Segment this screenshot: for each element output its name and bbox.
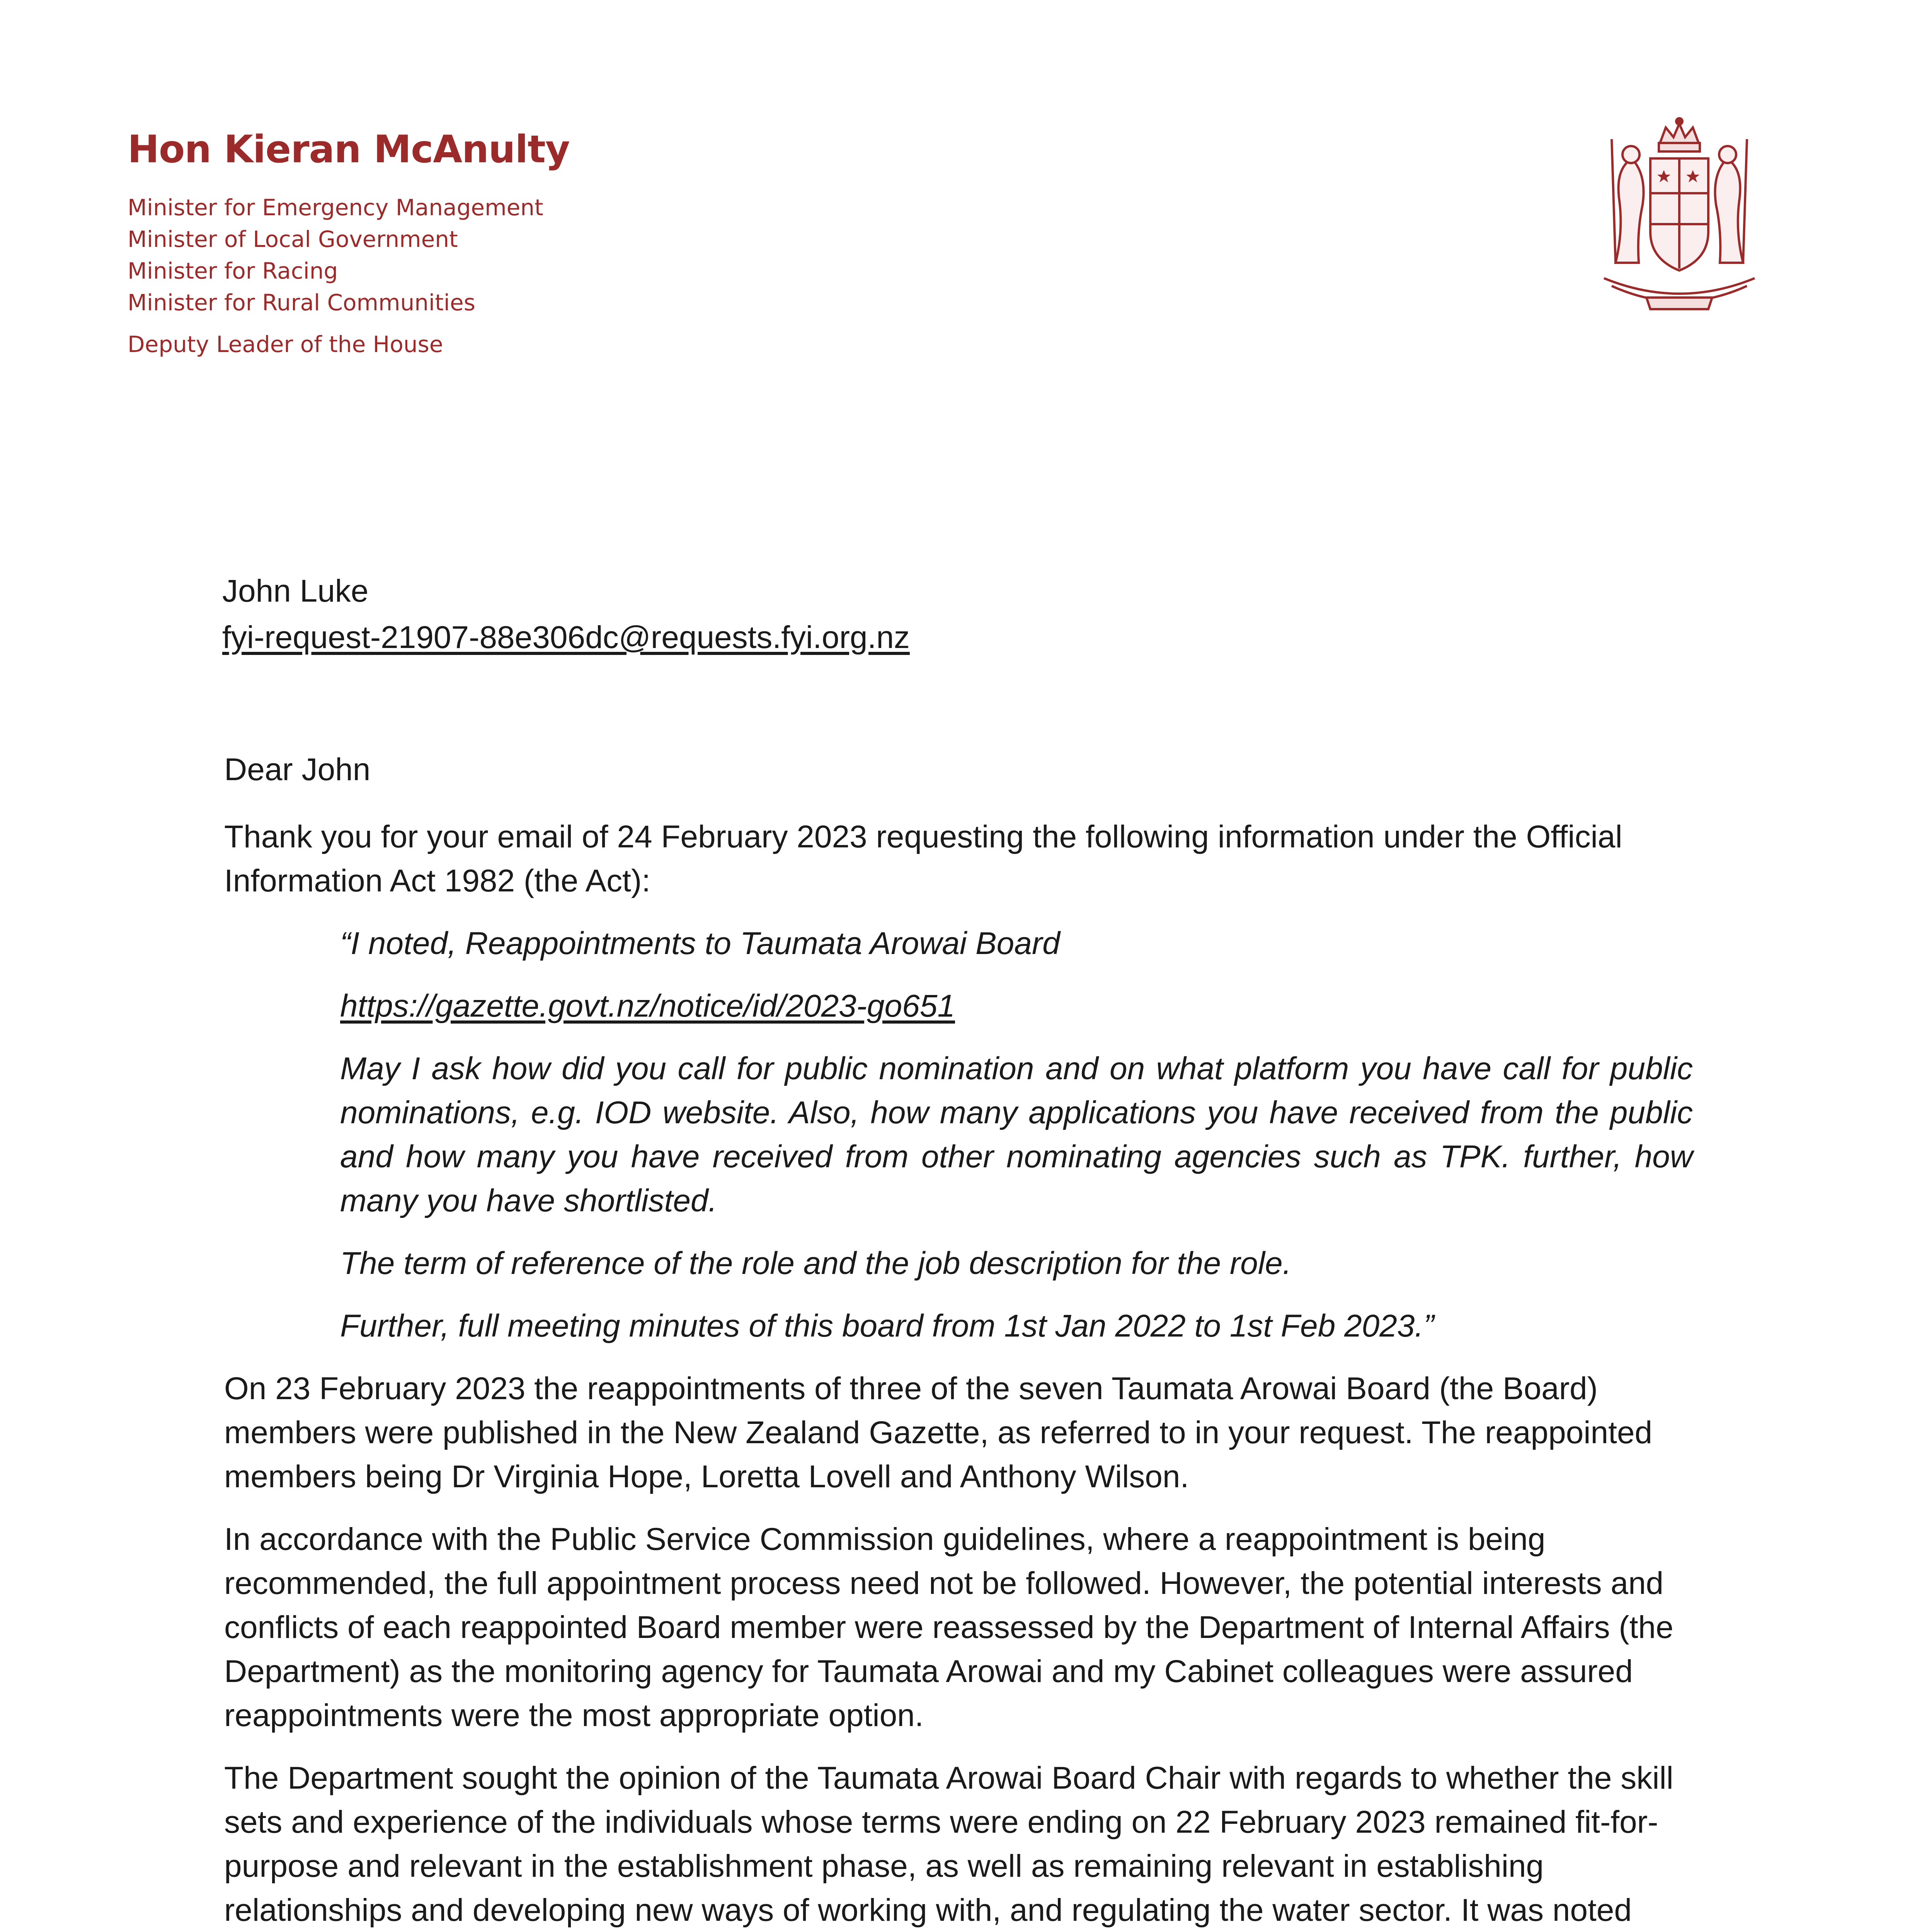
paragraph-guidelines: In accordance with the Public Service Commission guidelines, where a reappointment is being recommended, the full appointment process need not be followed. However, the potential interests and conflicts of each reappointed Board member were reassessed by the Department of Internal Affairs (the Department) as the monitoring agency for Taumata Arowai and my Cabinet colleagues were assured reappointments were the most appropriate option. <box>224 1522 1674 1733</box>
portfolio-emergency-management: Minister for Emergency Management <box>128 194 543 221</box>
recipient-block <box>222 568 910 661</box>
quote-paragraph-3: Further, full meeting minutes of this board from 1st Jan 2022 to 1st Feb 2023.” <box>340 1308 1434 1344</box>
quote-paragraph-2: The term of reference of the role and the job description for the role. <box>340 1246 1292 1281</box>
minister-name: Hon Kieran McAnulty <box>128 128 570 172</box>
paragraph-reappointments: On 23 February 2023 the reappointments of three of the seven Taumata Arowai Board (the Board) members were published in the New Zealand Gazette, as referred to in your request. The reappointed members being Dr Virginia Hope, Loretta Lovell and Anthony Wilson. <box>224 1371 1653 1494</box>
salutation: Dear John <box>224 752 371 787</box>
deputy-leader-title: Deputy Leader of the House <box>128 331 443 357</box>
letter-body <box>224 748 1693 1932</box>
portfolio-rural-communities: Minister for Rural Communities <box>128 289 475 316</box>
coat-of-arms-icon <box>1569 116 1789 325</box>
quote-paragraph-1: May I ask how did you call for public nomination and on what platform you have call for public nominations, e.g. IOD website. Also, how many applications you have received from the public and how many you have received from other nominating agencies such as TPK. further, how many you have shortlisted. <box>340 1051 1693 1218</box>
portfolio-local-government: Minister of Local Government <box>128 226 458 252</box>
intro-paragraph: Thank you for your email of 24 February 2023 requesting the following information under the Official Information Act 1982 (the Act): <box>224 819 1622 898</box>
quote-line-1: “I noted, Reappointments to Taumata Arowai Board <box>340 926 1060 961</box>
letterhead <box>128 128 570 360</box>
recipient-email-link[interactable]: fyi-request-21907-88e306dc@requests.fyi.org.nz <box>222 620 910 655</box>
paragraph-department-opinion: The Department sought the opinion of the Taumata Arowai Board Chair with regards to whether the skill sets and experience of the individuals whose terms were ending on 22 February 2023 remained fit-for-purpose and relevant in the establishment phase, as well as remaining relevant in establishing relationships and developing new ways of working with, and regulating the water sector. It was noted <box>224 1760 1674 1928</box>
quoted-request <box>340 922 1693 1348</box>
recipient-name: John Luke <box>222 573 369 609</box>
portfolio-racing: Minister for Racing <box>128 258 338 284</box>
gazette-notice-link[interactable]: https://gazette.govt.nz/notice/id/2023-go651 <box>340 988 955 1024</box>
